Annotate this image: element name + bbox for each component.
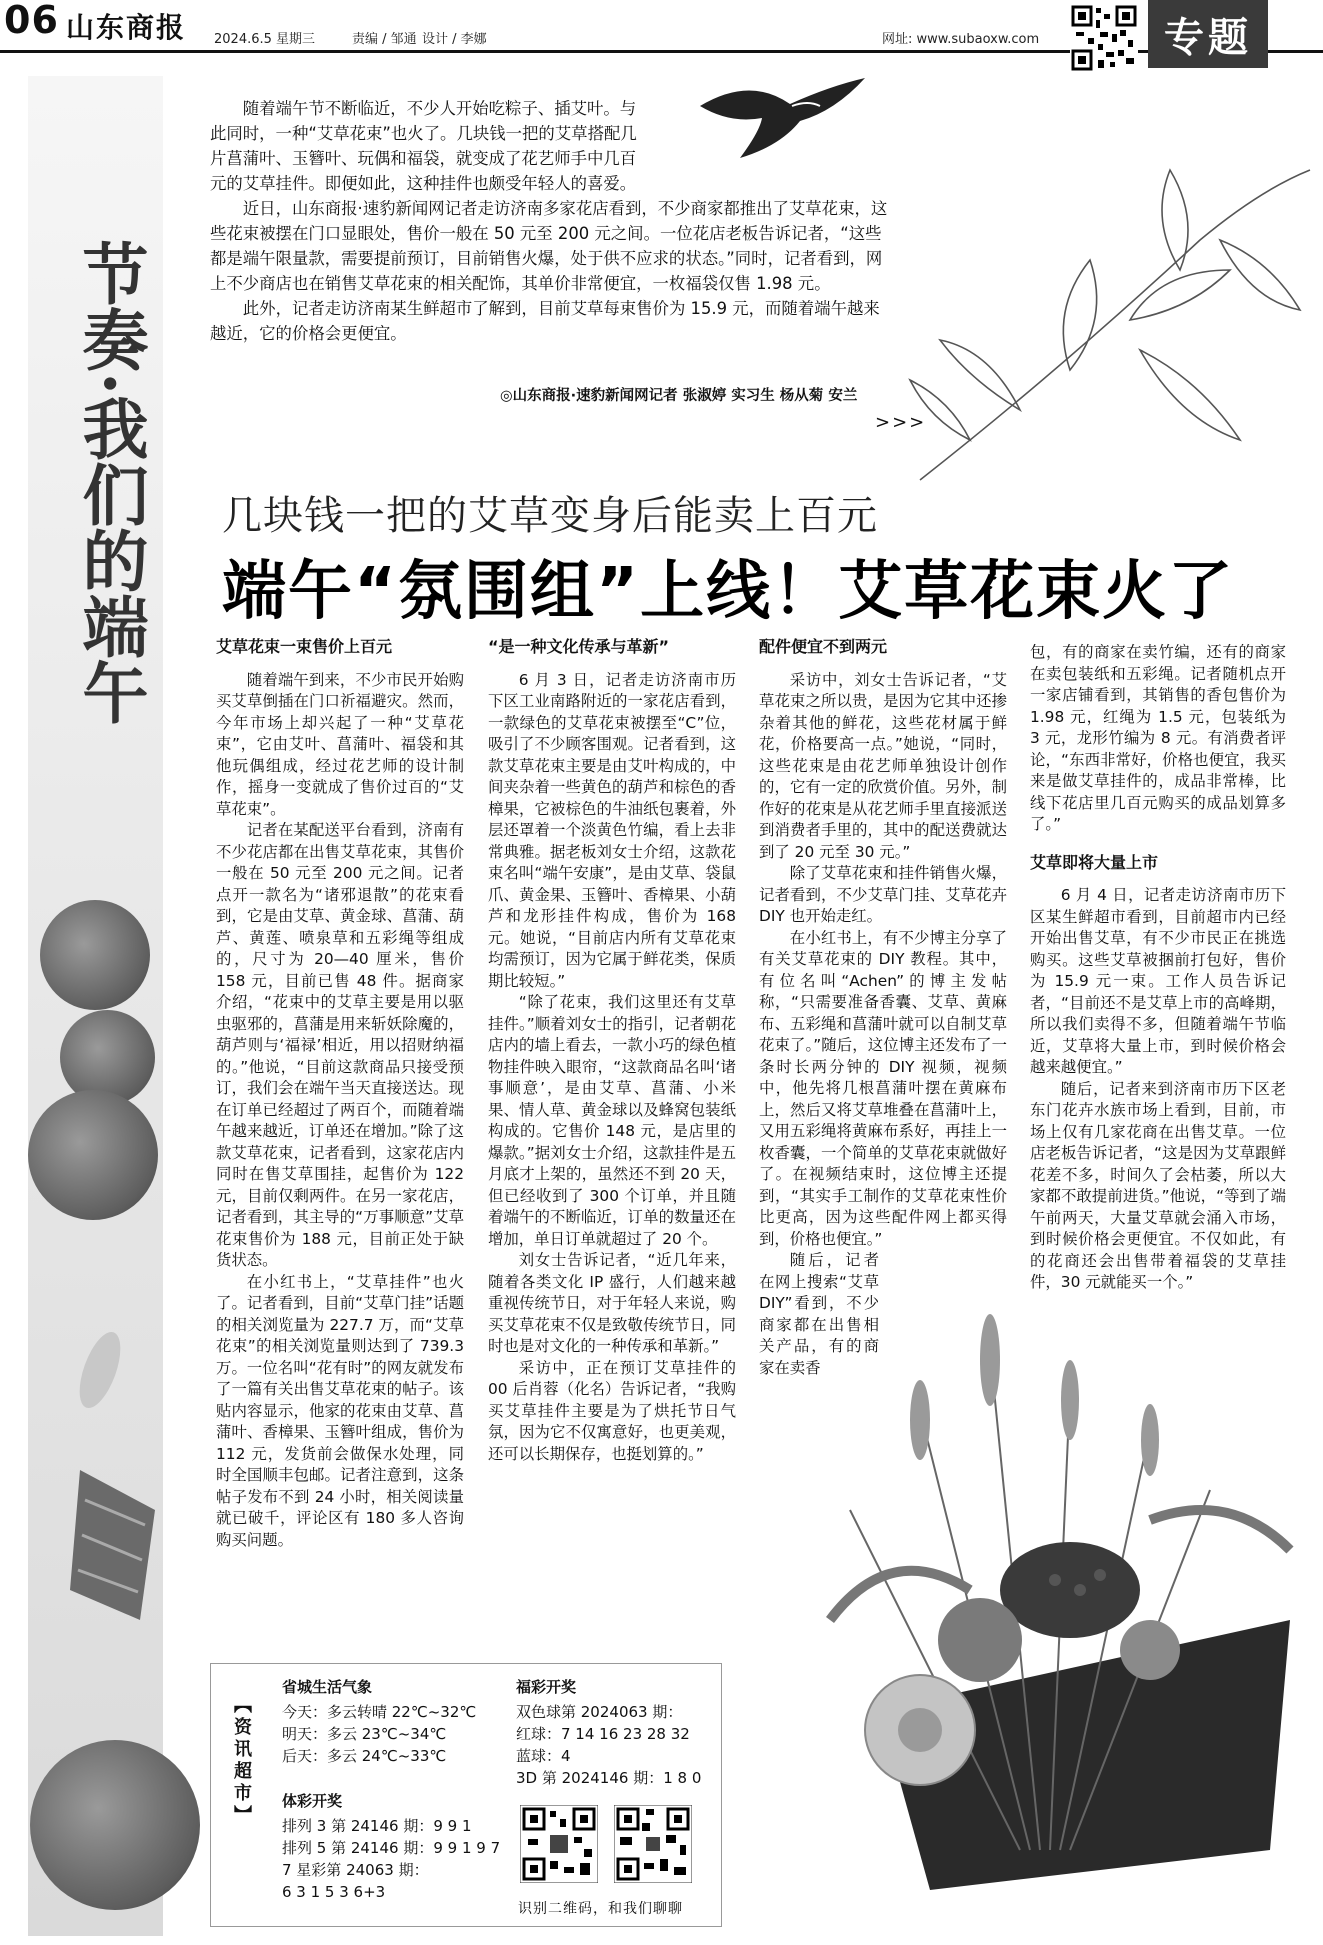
continue-arrows: >>> xyxy=(875,412,927,433)
section-heading: 配件便宜不到两元 xyxy=(759,637,888,656)
article-column-4 xyxy=(1030,642,1286,1294)
welfare-lottery-section xyxy=(516,1676,716,1789)
weather-today: 今天：多云转晴 22℃~32℃ xyxy=(282,1703,477,1721)
lottery-qxc-numbers: 6 3 1 5 3 6+3 xyxy=(282,1883,386,1901)
article-paragraph: 除了艾草花束和挂件销售火爆，记者看到，不少艾草门挂、艾草花卉 DIY 也开始走红。 xyxy=(759,864,1007,925)
article-paragraph: 采访中，刘女士告诉记者，“艾草花束之所以贵，是因为它其中还掺杂着其他的鲜花，这些花材属于鲜花，价格要高一点。”她说，“同时，这些花束是由花艺师单独设计创作的，它有一定的欣赏价值。另外，制作好的花束是从花艺师手里直接派送到消费者手里的，其中的配送费就达到了 20 元至 30 元。” xyxy=(759,670,1007,861)
article-paragraph: “除了花束，我们这里还有艾草挂件。”顺着刘女士的指引，记者朝花店内的墙上看去，一款小巧的绿色植物挂件映入眼帘，“这款商品名叫‘诸事顺意’，是由艾草、菖蒲、小米果、情人草、黄金球以及蜂窝包装纸构成的。它售价 148 元，是店里的爆款。”据刘女士介绍，这款挂件是五月底才上架的，虽然还不到 20 天，但已经收到了 300 个订单，并且随着端午的不断临近，订单的数量还在增加，单日订单就超过了 20 个。 xyxy=(488,993,736,1248)
designer-credit: 设计 / 李娜 xyxy=(422,32,487,47)
intro-block xyxy=(210,96,890,346)
issue-date: 2024.6.5 星期三 xyxy=(214,32,316,47)
article-paragraph: 随后，记者来到济南市历下区老东门花卉水族市场上看到，目前，市场上仅有几家花商在出售艾草。一位店老板告诉记者，“这是因为艾草跟鲜花差不多，时间久了会枯萎，所以大家都不敢提前进货。”他说，“等到了端午前两天，大量艾草就会涌入市场，到时候价格会更便宜。不仅如此，有的花商还会出售带着福袋的艾草挂件，30 元就能买一个。” xyxy=(1030,1079,1286,1291)
welfare-lottery-heading: 福彩开奖 xyxy=(516,1678,577,1696)
article-paragraph: 随后，记者在网上搜索“艾草 DIY”看到，不少商家都在出售相关产品，有的商家在卖香 xyxy=(759,1251,879,1377)
article-column-1 xyxy=(216,636,464,1551)
article-paragraph: 采访中，正在预订艾草挂件的 00 后肖蓉（化名）告诉记者，“我购买艾草挂件主要是为了烘托节日气氛，因为它不仅寓意好，也更美观，还可以长期保存，也挺划算的。” xyxy=(488,1358,736,1463)
article-paragraph: 在小红书上，有不少博主分享了有关艾草花束的 DIY 教程。其中，有位名叫“Achen”的博主发帖称，“只需要准备香囊、艾草、黄麻布、五彩绳和菖蒲叶就可以自制艾草花束了。”随后，这位博主还发布了一条时长两分钟的 DIY 视频，视频中，他先将几根菖蒲叶摆在黄麻布上，然后又将艾草堆叠在菖蒲叶上，又用五彩绳将黄麻布系好，再挂上一枚香囊，一个简单的艾草花束就做好了。在视频结束时，这位博主还提到，“其实手工制作的艾草花束性价比更高，因为这些配件网上都买得到，价格也便宜。” xyxy=(759,928,1007,1248)
qr-code-icon[interactable] xyxy=(614,1805,692,1883)
mugwort-plant-illustration xyxy=(900,150,1320,490)
article-paragraph: 包，有的商家在卖竹编，还有的商家在卖包装纸和五彩绳。记者随机点开一家店铺看到，其销售的香包售价为 1.98 元，红绳为 1.5 元，包装纸为 3 元，龙形竹编为 8 元。有消费者评论，“东西非常好，价格也便宜，我买来是做艾草挂件的，成品非常棒，比线下花店里几百元购买的成品划算多了。” xyxy=(1030,643,1286,833)
byline: ◎山东商报·速豹新闻网记者 张淑婷 实习生 杨从菊 安兰 xyxy=(500,388,858,404)
masthead xyxy=(0,0,1323,60)
lottery-ssq: 双色球第 2024063 期： xyxy=(516,1703,683,1721)
section-heading: “是一种文化传承与革新” xyxy=(488,637,670,656)
fish-and-boat-illustration xyxy=(60,1330,170,1630)
lottery-pl5: 排列 5 第 24146 期：9 9 1 9 7 xyxy=(282,1839,501,1857)
lottery-blue-ball: 蓝球：4 xyxy=(516,1747,571,1765)
lottery-qxc-label: 7 星彩第 24063 期： xyxy=(282,1861,429,1879)
info-box-label: 【资讯超市】 xyxy=(231,1695,252,1827)
mugwort-bouquet-illustration xyxy=(770,1290,1310,1890)
intro-paragraph: 近日，山东商报·速豹新闻网记者走访济南多家花店看到，不少商家都推出了艾草花束，这些花束被摆在门口显眼处，售价一般在 50 元至 200 元之间。一位花店老板告诉记者，“这些都是端午限量款，需要提前预订，目前销售火爆，处于供不应求的状态。”同时，记者看到，网上不少商店也在销售艾草花束的相关配饰，其单价非常便宜，一枚福袋仅售 1.98 元。 xyxy=(210,199,888,293)
article-paragraph: 在小红书上，“艾草挂件”也火了。记者看到，目前“艾草门挂”话题的相关浏览量为 227.7 万，而“艾草花束”的相关浏览量则达到了 739.3 万。一位名叫“花有时”的网友就发布了一篇有关出售艾草花束的帖子。该贴内容显示，他家的花束由艾草、菖蒲叶、香樟果、玉簪叶组成，售价为 112 元，发货前会做保水处理，同时全国顺丰包邮。记者注意到，这条帖子发布不到 24 小时，相关阅读量就已破千，评论区有 180 多人咨询购买问题。 xyxy=(216,1272,464,1549)
weather-day-after: 后天：多云 24℃~33℃ xyxy=(282,1747,447,1765)
page-number: 06 xyxy=(4,0,59,42)
intro-paragraph: 随着端午节不断临近，不少人开始吃粽子、插艾叶。与此同时，一种“艾草花束”也火了。几块钱一把的艾草搭配几片菖蒲叶、玉簪叶、玩偶和福袋，就变成了花艺师手中几百元的艾草挂件。即便如此，这种挂件也颇受年轻人的喜爱。 xyxy=(210,99,637,193)
section-heading: 艾草即将大量上市 xyxy=(1030,852,1159,872)
section-tag: 专题 xyxy=(1148,0,1268,68)
qr-code-icon[interactable] xyxy=(520,1805,598,1883)
lottery-3d: 3D 第 2024146 期：1 8 0 xyxy=(516,1769,702,1787)
qr-code-icon[interactable] xyxy=(1070,4,1138,72)
article-paragraph: 6 月 4 日，记者走访济南市历下区某生鲜超市看到，目前超市内已经开始出售艾草，有不少市民正在挑选购买。这些艾草被捆前打包好，售价为 15.9 元一束。工作人员告诉记者，“目前还不是艾草上市的高峰期，所以我们卖得不多，但随着端午节临近，艾草将大量上市，到时候价格会越来越便宜。” xyxy=(1030,886,1286,1076)
article-column-3 xyxy=(759,636,1007,1379)
weather-section xyxy=(282,1676,482,1767)
section-heading: 艾草花束一束售价上百元 xyxy=(216,637,393,656)
banner-title: 节奏·我们的端午 xyxy=(71,240,149,725)
subheadline: 几块钱一把的艾草变身后能卖上百元 xyxy=(222,493,878,539)
sports-lottery-heading: 体彩开奖 xyxy=(282,1792,343,1810)
weather-heading: 省城生活气象 xyxy=(282,1678,373,1696)
lotus-leaf-illustration xyxy=(28,1090,158,1220)
article-paragraph: 6 月 3 日，记者走访济南市历下区工业南路附近的一家花店看到，一款绿色的艾草花束被摆至“C”位，吸引了不少顾客围观。记者看到，这款艾草花束主要是由艾叶构成的，中间夹杂着一些黄色的葫芦和棕色的香樟果，它被棕色的牛油纸包裹着，外层还罩着一个淡黄色竹编，看上去非常典雅。据老板刘女士介绍，这款花束名叫“端午安康”，是由艾草、袋鼠爪、黄金果、玉簪叶、香樟果、小葫芦和龙形挂件构成，售价为 168 元。她说，“目前店内所有艾草花束均需预订，因为它属于鲜花类，保质期比较短。” xyxy=(488,670,736,990)
lottery-pl3: 排列 3 第 24146 期：9 9 1 xyxy=(282,1817,472,1835)
qr-caption: 识别二维码，和我们聊聊 xyxy=(518,1901,683,1917)
newspaper-name: 山东商报 xyxy=(66,11,187,44)
editor-credit: 责编 / 邹通 xyxy=(352,32,417,47)
website-url[interactable]: 网址: www.subaoxw.com xyxy=(882,32,1040,47)
headline: 端午“氛围组”上线！艾草花束火了 xyxy=(222,555,1235,629)
intro-paragraph: 此外，记者走访济南某生鲜超市了解到，目前艾草每束售价为 15.9 元，而随着端午越来越近，它的价格会更便宜。 xyxy=(210,299,880,343)
lotus-leaf-illustration xyxy=(30,1740,200,1910)
article-paragraph: 刘女士告诉记者，“近几年来，随着各类文化 IP 盛行，人们越来越重视传统节日，对于年轻人来说，购买艾草花束不仅是致敬传统节日，同时也是对文化的一种传承和革新。” xyxy=(488,1251,736,1355)
lottery-red-balls: 红球：7 14 16 23 28 32 xyxy=(516,1725,690,1743)
article-paragraph: 随着端午到来，不少市民开始购买艾草倒插在门口祈福避灾。然而，今年市场上却兴起了一种“艾草花束”，它由艾叶、菖蒲叶、福袋和其他玩偶组成，经过花艺师的设计制作，摇身一变就成了售价过百的“艾草花束”。 xyxy=(216,670,464,818)
article-column-2 xyxy=(488,636,736,1465)
weather-tomorrow: 明天：多云 23℃~34℃ xyxy=(282,1725,447,1743)
lotus-leaf-illustration xyxy=(40,900,150,1010)
article-paragraph: 记者在某配送平台看到，济南有不少花店都在出售艾草花束，其售价一般在 50 元至 200 元之间。记者点开一款名为“诸邪退散”的花束看到，它是由艾草、黄金球、菖蒲、葫芦、黄莲、喷泉草和五彩绳等组成的，尺寸为 20—40 厘米，售价 158 元，目前已售 48 件。据商家介绍，“花束中的艾草主要是用以驱虫驱邪的，菖蒲是用来斩妖除魔的，葫芦则与‘福禄’相近，用以招财纳福的。”他说，“目前这款商品只接受预订，我们会在端午当天直接送达。现在订单已经超过了两百个，而随着端午越来越近，订单还在增加。”除了这款艾草花束，记者看到，这家花店内同时在售艾草围挂，起售价为 122 元，目前仅剩两件。在另一家花店，记者看到，其主导的“万事顺意”艾草花束售价为 188 元，目前正处于缺货状态。 xyxy=(216,821,464,1269)
sports-lottery-section xyxy=(282,1790,522,1903)
